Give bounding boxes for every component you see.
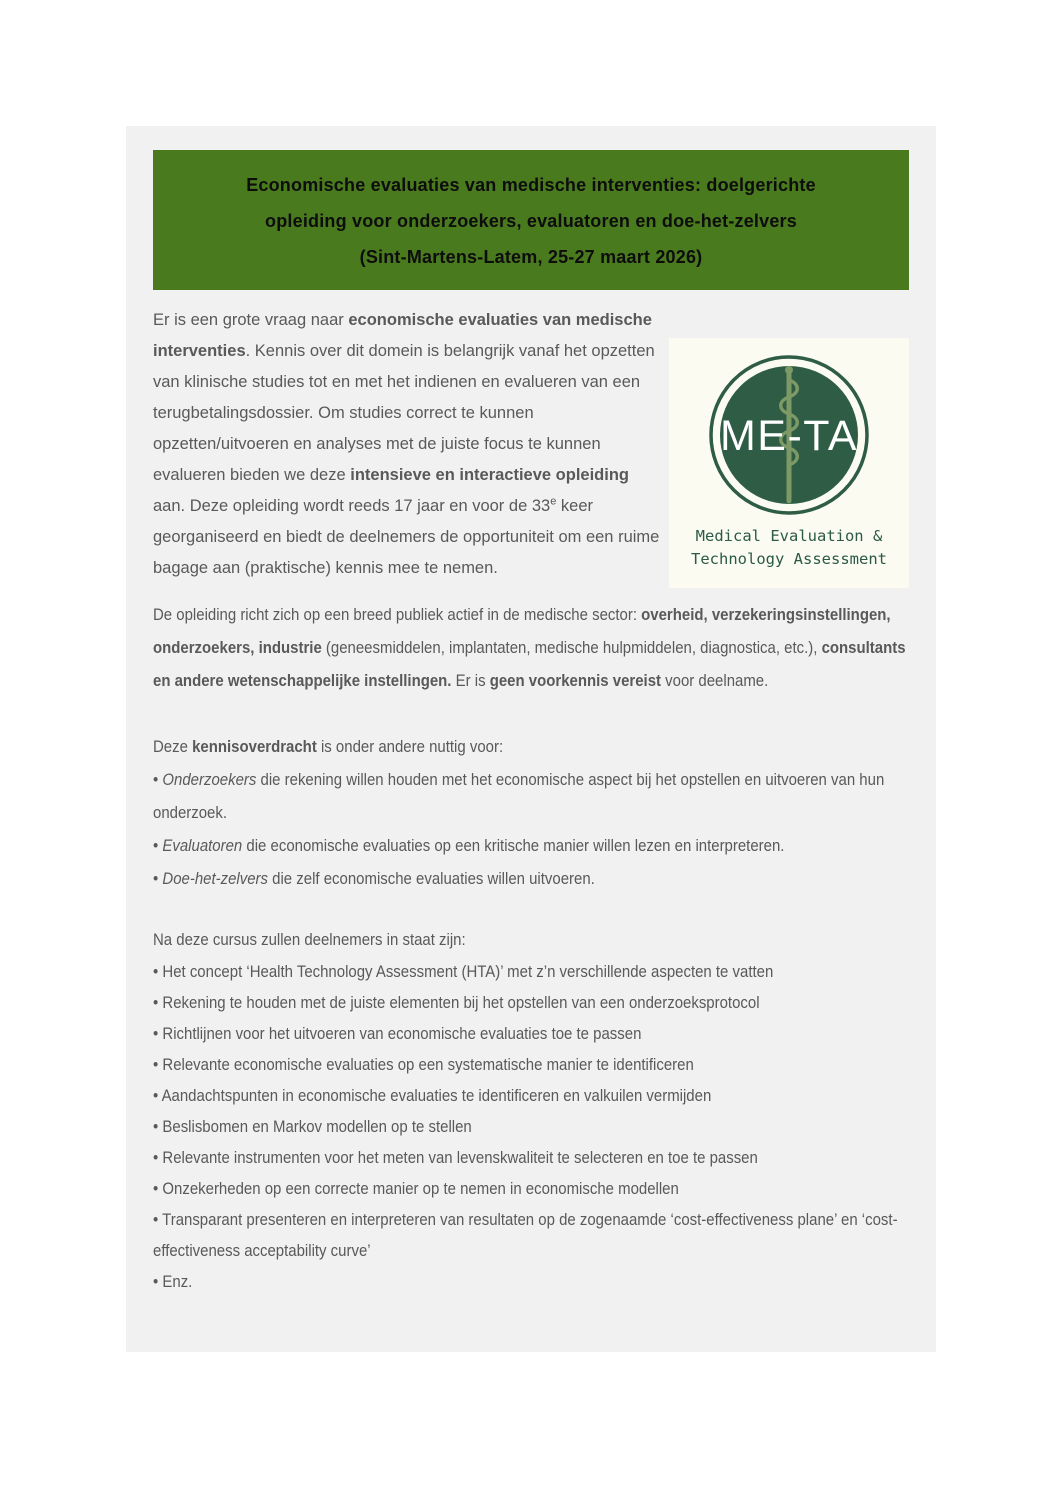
list-item — [153, 862, 909, 895]
outcomes-list — [153, 956, 909, 1297]
intro-paragraph — [153, 305, 665, 588]
list-item: • Beslisbomen en Markov modellen op te stellen — [153, 1117, 472, 1136]
list-item: • Onzekerheden op een correcte manier op te nemen in economische modellen — [153, 1179, 679, 1198]
text-run: die rekening willen houden met het economische aspect bij het opstellen en uitvoeren van hun onderzoek. — [153, 770, 885, 822]
text-run: economische evaluaties van medische interventies — [153, 311, 652, 360]
list-item: • Relevante economische evaluaties op een systematische manier te identificeren — [153, 1055, 694, 1074]
course-date-location: (Sint-Martens-Latem, 25-27 maart 2026) — [359, 247, 703, 267]
text-run: Er is — [451, 671, 490, 690]
course-title-line-1: Economische evaluaties van medische interventies: doelgerichte — [246, 175, 816, 195]
text-run: aan. Deze opleiding wordt reeds 17 jaar en voor de 33 — [153, 497, 551, 515]
text-run: intensieve en interactieve opleiding — [350, 466, 629, 484]
course-title-banner — [153, 150, 909, 290]
text-run: Onderzoekers — [162, 770, 257, 789]
meta-logo-acronym: ME-TA — [719, 412, 859, 460]
course-title-line-2: opleiding voor onderzoekers, evaluatoren en doe-het-zelvers — [265, 211, 797, 231]
meta-logo-caption — [669, 525, 909, 571]
text-run: overheid, verzekeringsinstellingen, onderzoekers, industrie — [153, 605, 891, 657]
text-run: Evaluatoren — [162, 836, 243, 855]
text-run: Doe-het-zelvers — [162, 869, 269, 888]
list-item: • Transparant presenteren en interpreteren van resultaten op de zogenaamde ‘cost-effectiveness plane’ en ‘cost-effectiveness acceptability curve’ — [153, 1210, 898, 1260]
bullet-marker: • — [153, 836, 163, 855]
text-run: Er is een grote vraag naar — [153, 311, 349, 329]
intro-section — [153, 305, 909, 588]
text-run: . Kennis over dit domein is belangrijk vanaf het opzetten van klinische studies tot en met het indienen en evalueren van een terugbetalingsdossier. Om studies correct te kunnen opzetten/uitvoeren en analyses met de juiste focus te kunnen evalueren bieden we deze — [153, 342, 655, 484]
superscript-text-run: e — [550, 495, 557, 508]
list-item — [153, 829, 909, 862]
text-run: die economische evaluaties op een kritische manier willen lezen en interpreteren. — [242, 836, 785, 855]
list-item: • Aandachtspunten in economische evaluaties te identificeren en valkuilen vermijden — [153, 1086, 712, 1105]
text-run: die zelf economische evaluaties willen uitvoeren. — [268, 869, 595, 888]
text-run: keer georganiseerd en biedt de deelnemers de opportuniteit om een ruime bagage aan (praktische) kennis mee te nemen. — [153, 497, 660, 577]
list-item: • Het concept ‘Health Technology Assessment (HTA)’ met z’n verschillende aspecten te vatten — [153, 962, 774, 981]
text-run: De opleiding richt zich op een breed publiek actief in de medische sector: — [153, 605, 642, 624]
text-run: (geneesmiddelen, implantaten, medische hulpmiddelen, diagnostica, etc.), — [321, 638, 822, 657]
audience-paragraph — [153, 598, 909, 697]
text-run: consultants en andere wetenschappelijke instellingen. — [153, 638, 906, 690]
logo-caption-line-2: Technology Assessment — [691, 550, 887, 568]
meta-logo — [669, 338, 909, 588]
list-item: • Rekening te houden met de juiste elementen bij het opstellen van een onderzoeksprotocol — [153, 993, 760, 1012]
knowledge-intro — [153, 730, 909, 763]
knowledge-list — [153, 763, 909, 895]
email-body-card — [126, 126, 936, 1352]
text-run: voor deelname. — [660, 671, 769, 690]
meta-logo-graphic — [669, 338, 909, 516]
logo-caption-line-1: Medical Evaluation & — [695, 527, 883, 545]
text-run: kennisoverdracht — [192, 737, 317, 756]
text-run: is onder andere nuttig voor: — [316, 737, 504, 756]
list-item: • Relevante instrumenten voor het meten van levenskwaliteit te selecteren en toe te passen — [153, 1148, 758, 1167]
text-run: Deze — [153, 737, 193, 756]
course-outcomes-intro: Na deze cursus zullen deelnemers in staat zijn: — [153, 930, 466, 949]
list-item: • Enz. — [153, 1272, 193, 1291]
text-run: geen voorkennis vereist — [489, 671, 661, 690]
list-item: • Richtlijnen voor het uitvoeren van economische evaluaties toe te passen — [153, 1024, 642, 1043]
list-item — [153, 763, 909, 829]
bullet-marker: • — [153, 770, 163, 789]
bullet-marker: • — [153, 869, 163, 888]
